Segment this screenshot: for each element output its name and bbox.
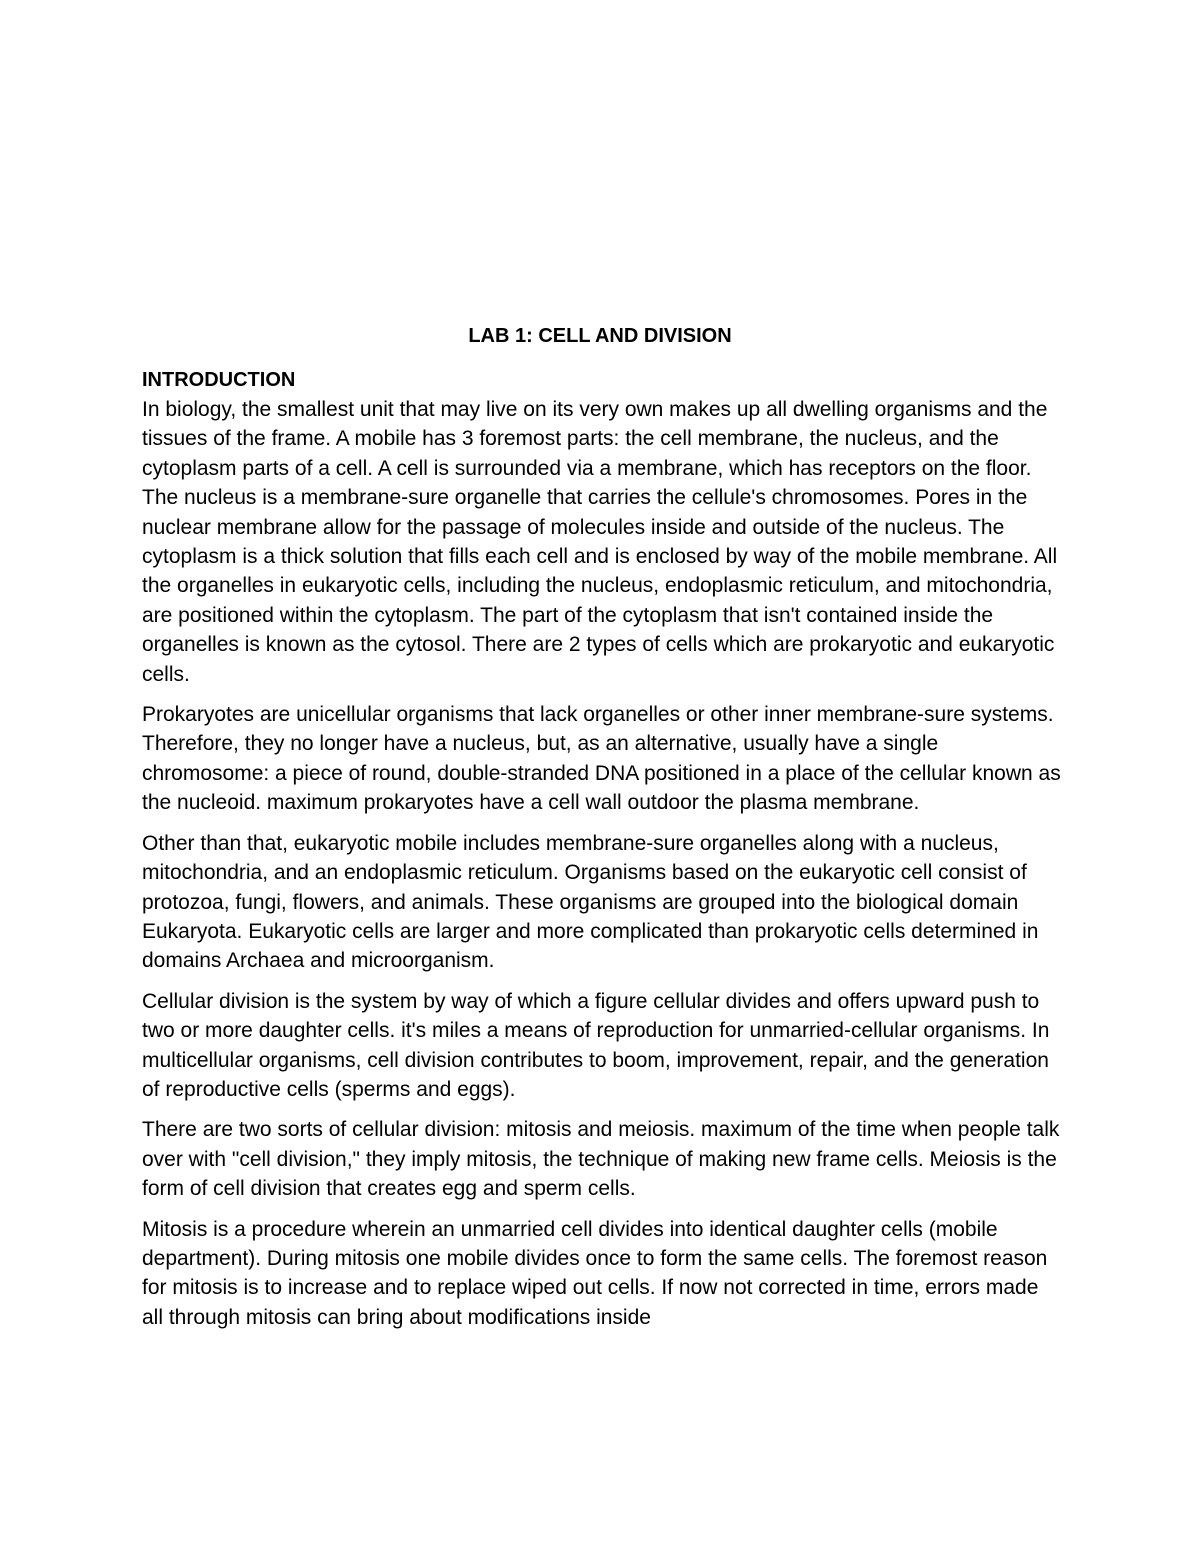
document-title: LAB 1: CELL AND DIVISION bbox=[468, 325, 732, 347]
paragraph-division-types: There are two sorts of cellular division: mitosis and meiosis. maximum of the time when people talk over with "cell division," they imply mitosis, the technique of making new frame cells. Meiosis is the form of cell division that creates egg and sperm cells. bbox=[142, 1118, 1060, 1201]
document-body bbox=[142, 366, 1062, 1343]
section-heading-introduction: INTRODUCTION bbox=[142, 369, 296, 391]
paragraph-mitosis: Mitosis is a procedure wherein an unmarried cell divides into identical daughter cells (mobile department). During mitosis one mobile divides once to form the same cells. The foremost reason for mitosis is to increase and to replace wiped out cells. If now not corrected in time, errors made all through mitosis can bring about modifications inside bbox=[142, 1217, 1048, 1329]
paragraph-eukaryotes: Other than that, eukaryotic mobile includes membrane-sure organelles along with a nucleus, mitochondria, and an endoplasmic reticulum. Organisms based on the eukaryotic cell consist of protozoa, fungi, flowers, and animals. These organisms are grouped into the biological domain Eukaryota. Eukaryotic cells are larger and more complicated than prokaryotic cells determined in domains Archaea and microorganism. bbox=[142, 831, 1039, 973]
paragraph-prokaryotes: Prokaryotes are unicellular organisms that lack organelles or other inner membrane-sure systems. Therefore, they no longer have a nucleus, but, as an alternative, usually have a single chromosome: a piece of round, double-stranded DNA positioned in a place of the cellular known as the nucleoid. maximum prokaryotes have a cell wall outdoor the plasma membrane. bbox=[142, 703, 1061, 815]
paragraph-introduction: In biology, the smallest unit that may live on its very own makes up all dwelling organisms and the tissues of the frame. A mobile has 3 foremost parts: the cell membrane, the nucleus, and the cytoplasm parts of a cell. A cell is surrounded via a membrane, which has receptors on the floor. The nucleus is a membrane-sure organelle that carries the cellule's chromosomes. Pores in the nuclear membrane allow for the passage of molecules inside and outside of the nucleus. The cytoplasm is a thick solution that fills each cell and is enclosed by way of the mobile membrane. All the organelles in eukaryotic cells, including the nucleus, endoplasmic reticulum, and mitochondria, are positioned within the cytoplasm. The part of the cytoplasm that isn't contained inside the organelles is known as the cytosol. There are 2 types of cells which are prokaryotic and eukaryotic cells. bbox=[142, 398, 1058, 686]
paragraph-cellular-division: Cellular division is the system by way of which a figure cellular divides and offers upward push to two or more daughter cells. it's miles a means of reproduction for unmarried-cellular organisms. In multicellular organisms, cell division contributes to boom, improvement, repair, and the generation of reproductive cells (sperms and eggs). bbox=[142, 989, 1050, 1101]
